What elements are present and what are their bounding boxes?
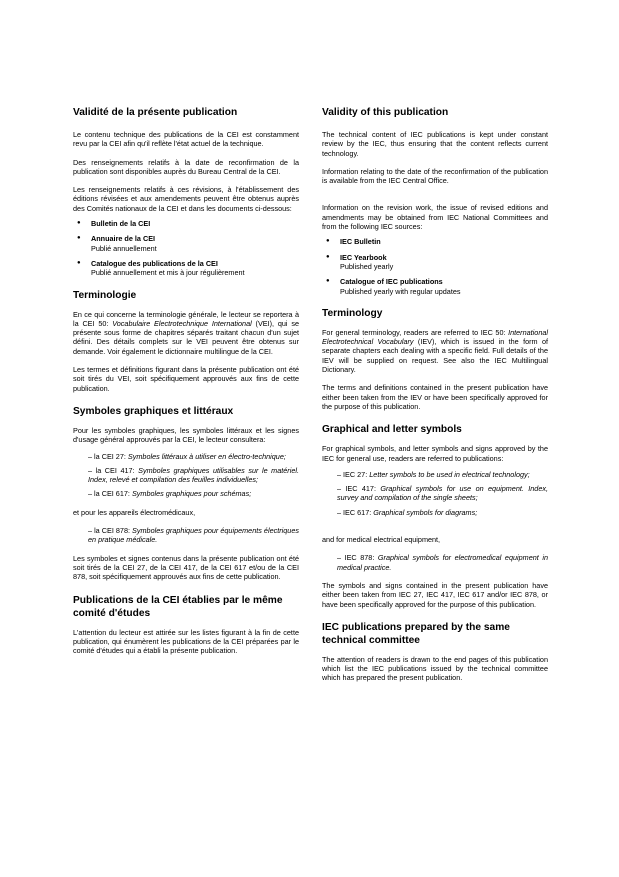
validity-paragraph-fr: Les renseignements relatifs à ces révisions, à l'établissement des éditions révisées et aux amendements peuvent être obtenus auprès des Comités nationaux de la CEI et dans les documents ci-dessous:: [73, 185, 299, 213]
text-run-italic: Vocabulaire Electrotechnique International: [112, 318, 252, 328]
bullet-subtitle: Publié annuellement et mis à jour régulièrement: [91, 268, 245, 278]
list-item: [337, 484, 548, 503]
list-item: [91, 259, 299, 278]
symbols-list-en: [322, 470, 548, 517]
item-ref: – la CEI 417:: [88, 465, 139, 475]
list-item: [91, 234, 299, 253]
item-ref: – IEC 617:: [337, 507, 374, 517]
bullet-subtitle: Published yearly with regular updates: [340, 286, 461, 296]
item-ref: – la CEI 878:: [88, 526, 133, 536]
list-item: [337, 470, 548, 479]
symbols-paragraph-en: and for medical electrical equipment,: [322, 535, 441, 545]
validity-paragraph-fr: Le contenu technique des publications de la CEI est constamment revu par la CEI afin qu'il reflète l'état actuel de la technique.: [73, 130, 299, 149]
english-column: [322, 106, 548, 683]
validity-paragraph-en: Information relating to the date of the reconfirmation of the publication is available from the IEC Central Office.: [322, 166, 548, 186]
item-title: Symboles graphiques utilisables sur le matériel. Index, relevé et compilation des feuilles individuelles;: [88, 465, 299, 485]
symbols-heading-fr: Symboles graphiques et littéraux: [73, 405, 234, 417]
terminology-heading-fr: Terminologie: [73, 289, 137, 301]
text-run-italic: International Electrotechnical Vocabulary: [322, 327, 548, 347]
terminology-heading-en: Terminology: [322, 307, 383, 319]
item-title: Graphical symbols for diagrams;: [373, 507, 478, 517]
list-item: [88, 489, 299, 498]
symbols-paragraph-en: For graphical symbols, and letter symbols and signs approved by the IEC for general use, readers are referred to publications:: [322, 444, 548, 463]
validity-paragraph-en: Information on the revision work, the issue of revised editions and amendments may be obtained from IEC National Committees and from the following IEC sources:: [322, 203, 548, 232]
list-item: [88, 466, 299, 485]
item-ref: – la CEI 27:: [88, 451, 128, 461]
item-ref: – la CEI 617:: [88, 489, 132, 499]
terminology-paragraph-en: The terms and definitions contained in the present publication have either been taken from the IEV or have been specifically approved for the purpose of this publication.: [322, 383, 548, 411]
symbols-heading-en: Graphical and letter symbols: [322, 424, 462, 436]
terminology-paragraph-fr: [73, 310, 299, 356]
bullet-title: Catalogue of IEC publications: [340, 277, 443, 287]
item-ref: – IEC 27:: [337, 469, 370, 479]
text-run: For general terminology, readers are referred to IEC 50:: [322, 327, 509, 337]
french-column: [73, 106, 299, 655]
validity-heading-en: Validity of this publication: [322, 107, 449, 118]
bullet-title: Annuaire de la CEI: [91, 234, 156, 244]
terminology-paragraph-en: [322, 328, 548, 374]
bullet-subtitle: Published yearly: [340, 261, 394, 271]
list-item: [337, 508, 548, 517]
list-item: [340, 277, 548, 296]
symbols-paragraph-fr: Les symboles et signes contenus dans la présente publication ont été soit tirés de la CEI 27, de la CEI 417, de la CEI 617 et/ou de la CEI 878, soit spécifiquement approuvés aux fins de cette publication.: [73, 553, 299, 582]
sources-list-fr: [73, 219, 299, 277]
list-item: [340, 253, 548, 272]
medical-symbols-list-fr: [73, 526, 299, 545]
medical-symbols-list-en: [322, 553, 548, 572]
item-title: Symboles graphiques pour schémas;: [131, 489, 252, 499]
committee-heading-fr: Publications de la CEI établies par le même comité d'études: [73, 594, 283, 619]
bullet-title: IEC Bulletin: [340, 237, 381, 247]
item-title: Symboles graphiques pour équipements électriques en pratique médicale.: [88, 526, 299, 545]
terminology-paragraph-fr: Les termes et définitions figurant dans la présente publication ont été soit tirés du VEI, soit spécifiquement approuvés aux fins de cette publication.: [73, 365, 299, 393]
symbols-paragraph-fr: Pour les symboles graphiques, les symboles littéraux et les signes d'usage général approuvés par la CEI, le lecteur consultera:: [73, 425, 299, 445]
bullet-subtitle: Publié annuellement: [91, 243, 157, 253]
committee-heading-en: IEC publications prepared by the same technical committee: [322, 621, 510, 646]
text-run: (VEI), qui se présente sous forme de chapitres séparés traitant chacun d'un sujet défini. Des détails complets sur le VEI peuvent être obtenus sur demande. Voir également le dictionnaire multilingue de la CEI.: [73, 318, 299, 356]
validity-paragraph-en: The technical content of IEC publications is kept under constant review by the IEC, thus ensuring that the content reflects current technology.: [322, 130, 548, 158]
symbols-paragraph-fr: et pour les appareils électromédicaux,: [73, 507, 196, 517]
item-title: Graphical symbols for use on equipment. Index, survey and compilation of the single sheets;: [337, 484, 548, 503]
list-item: [91, 219, 299, 228]
item-title: Symboles littéraux à utiliser en électro-technique;: [127, 451, 286, 461]
bullet-title: Bulletin de la CEI: [91, 219, 151, 229]
text-run: En ce qui concerne la terminologie générale, le lecteur se reportera à la CEI 50:: [73, 309, 299, 328]
symbols-list-fr: [73, 452, 299, 499]
item-title: Graphical symbols for electromedical equipment in medical practice.: [337, 553, 548, 572]
sources-list-en: [322, 237, 548, 295]
symbols-paragraph-en: The symbols and signs contained in the present publication have either been taken from IEC 27, IEC 417, IEC 617 and/or IEC 878, or have been specifically approved for the purpose of this publication.: [322, 580, 548, 609]
bullet-title: Catalogue des publications de la CEI: [91, 258, 218, 268]
committee-paragraph-fr: L'attention du lecteur est attirée sur les listes figurant à la fin de cette publication, qui énumèrent les publications de la CEI préparées par le comité d'études qui a établi la présente publication.: [73, 627, 299, 656]
list-item: [337, 553, 548, 572]
item-title: Letter symbols to be used in electrical technology;: [369, 469, 530, 479]
list-item: [88, 526, 299, 545]
text-run: (IEV), which is issued in the form of separate chapters each dealing with a specific field. Full details of the IEV will be supplied on request. See also the IEC Multilingual Dictionary.: [322, 337, 548, 375]
bullet-title: IEC Yearbook: [340, 252, 387, 262]
list-item: [88, 452, 299, 461]
item-ref: – IEC 878:: [337, 553, 378, 563]
validity-paragraph-fr: Des renseignements relatifs à la date de reconfirmation de la publication sont disponibles auprès du Bureau Central de la CEI.: [73, 157, 299, 176]
item-ref: – IEC 417:: [337, 484, 381, 494]
committee-paragraph-en: The attention of readers is drawn to the end pages of this publication which list the IEC publications issued by the technical committee which has prepared the present publication.: [322, 654, 548, 683]
list-item: [340, 237, 548, 246]
validity-heading-fr: Validité de la présente publication: [73, 107, 238, 118]
